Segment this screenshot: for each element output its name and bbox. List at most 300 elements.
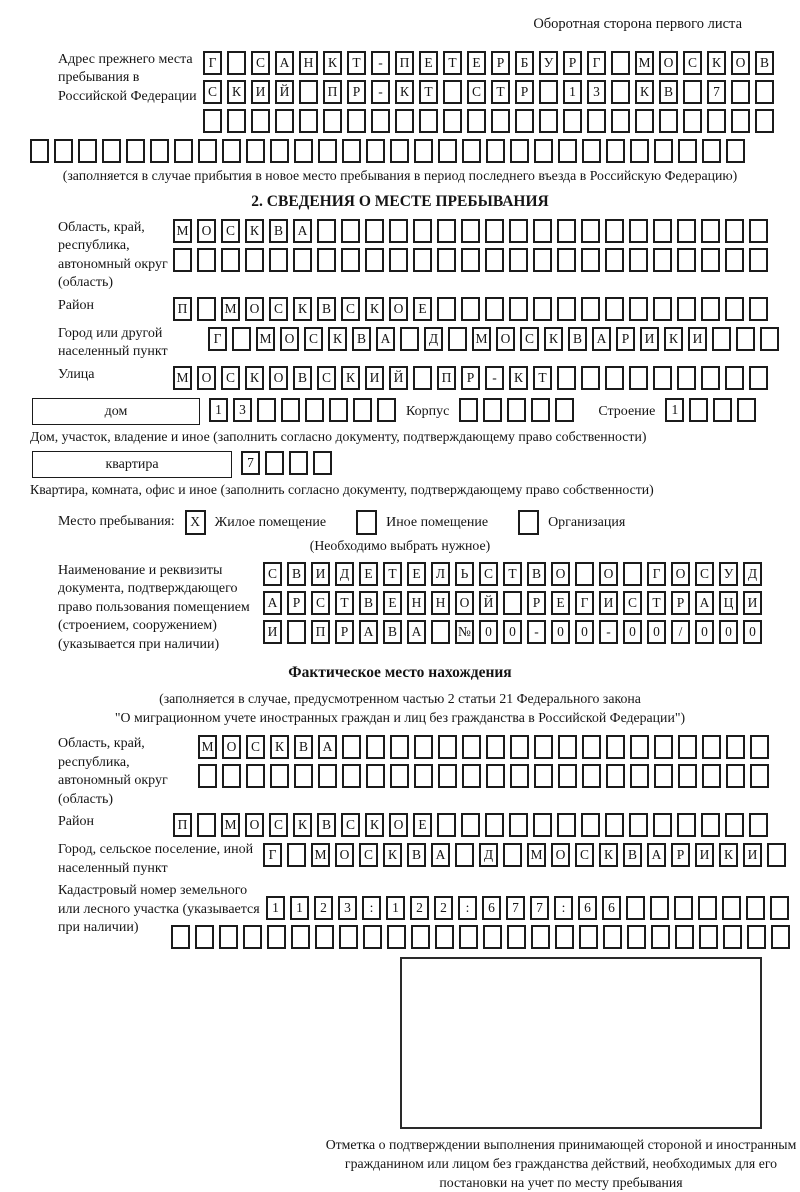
char-cell[interactable]: [653, 366, 672, 390]
char-cell[interactable]: [438, 139, 457, 163]
char-cell[interactable]: 2: [314, 896, 333, 920]
char-cell[interactable]: А: [592, 327, 611, 351]
char-cell[interactable]: [443, 80, 462, 104]
char-cell[interactable]: [725, 219, 744, 243]
char-cell[interactable]: С: [341, 813, 360, 837]
char-cell[interactable]: С: [263, 562, 282, 586]
char-cell[interactable]: М: [635, 51, 654, 75]
char-cell[interactable]: О: [269, 366, 288, 390]
char-cell[interactable]: П: [173, 813, 192, 837]
char-cell[interactable]: С: [683, 51, 702, 75]
char-cell[interactable]: О: [335, 843, 354, 867]
char-cell[interactable]: Р: [671, 591, 690, 615]
char-cell[interactable]: [448, 327, 467, 351]
char-cell[interactable]: [257, 398, 276, 422]
char-cell[interactable]: С: [251, 51, 270, 75]
char-cell[interactable]: [558, 139, 577, 163]
char-cell[interactable]: [767, 843, 786, 867]
char-cell[interactable]: [749, 813, 768, 837]
char-cell[interactable]: [736, 327, 755, 351]
char-cell[interactable]: [630, 735, 649, 759]
char-cell[interactable]: :: [362, 896, 381, 920]
char-cell[interactable]: [462, 139, 481, 163]
char-cell[interactable]: С: [269, 297, 288, 321]
char-cell[interactable]: Р: [461, 366, 480, 390]
char-cell[interactable]: Й: [389, 366, 408, 390]
char-cell[interactable]: М: [198, 735, 217, 759]
char-cell[interactable]: 3: [233, 398, 252, 422]
char-cell[interactable]: [725, 297, 744, 321]
char-cell[interactable]: А: [275, 51, 294, 75]
char-cell[interactable]: [246, 139, 265, 163]
char-cell[interactable]: Р: [335, 620, 354, 644]
char-cell[interactable]: И: [743, 591, 762, 615]
char-cell[interactable]: [342, 764, 361, 788]
char-cell[interactable]: [677, 297, 696, 321]
char-cell[interactable]: [265, 451, 284, 475]
char-cell[interactable]: Т: [419, 80, 438, 104]
char-cell[interactable]: [438, 735, 457, 759]
char-cell[interactable]: /: [671, 620, 690, 644]
char-cell[interactable]: [750, 735, 769, 759]
char-cell[interactable]: [539, 80, 558, 104]
char-cell[interactable]: Ь: [455, 562, 474, 586]
char-cell[interactable]: Е: [467, 51, 486, 75]
char-cell[interactable]: Р: [287, 591, 306, 615]
char-cell[interactable]: С: [479, 562, 498, 586]
char-cell[interactable]: [485, 219, 504, 243]
char-cell[interactable]: [365, 219, 384, 243]
char-cell[interactable]: [461, 297, 480, 321]
char-cell[interactable]: [390, 139, 409, 163]
char-cell[interactable]: В: [407, 843, 426, 867]
char-cell[interactable]: О: [245, 297, 264, 321]
char-cell[interactable]: [294, 139, 313, 163]
char-cell[interactable]: [747, 925, 766, 949]
char-cell[interactable]: [305, 398, 324, 422]
char-cell[interactable]: С: [311, 591, 330, 615]
char-cell[interactable]: [579, 925, 598, 949]
char-cell[interactable]: [270, 139, 289, 163]
char-cell[interactable]: Г: [575, 591, 594, 615]
char-cell[interactable]: Г: [208, 327, 227, 351]
char-cell[interactable]: [510, 735, 529, 759]
char-cell[interactable]: [755, 109, 774, 133]
char-cell[interactable]: [299, 80, 318, 104]
char-cell[interactable]: И: [688, 327, 707, 351]
char-cell[interactable]: А: [293, 219, 312, 243]
char-cell[interactable]: -: [371, 80, 390, 104]
char-cell[interactable]: [555, 398, 574, 422]
char-cell[interactable]: К: [707, 51, 726, 75]
char-cell[interactable]: [702, 139, 721, 163]
char-cell[interactable]: [198, 139, 217, 163]
char-cell[interactable]: [195, 925, 214, 949]
char-cell[interactable]: [726, 139, 745, 163]
char-cell[interactable]: [725, 366, 744, 390]
char-cell[interactable]: [30, 139, 49, 163]
char-cell[interactable]: Е: [359, 562, 378, 586]
char-cell[interactable]: [366, 735, 385, 759]
char-cell[interactable]: [654, 139, 673, 163]
char-cell[interactable]: [587, 109, 606, 133]
char-cell[interactable]: [701, 297, 720, 321]
char-cell[interactable]: М: [311, 843, 330, 867]
char-cell[interactable]: [347, 109, 366, 133]
char-cell[interactable]: М: [221, 297, 240, 321]
char-cell[interactable]: В: [317, 813, 336, 837]
char-cell[interactable]: К: [395, 80, 414, 104]
char-cell[interactable]: У: [719, 562, 738, 586]
char-cell[interactable]: К: [664, 327, 683, 351]
char-cell[interactable]: [627, 925, 646, 949]
char-cell[interactable]: [491, 109, 510, 133]
char-cell[interactable]: [413, 248, 432, 272]
char-cell[interactable]: 1: [563, 80, 582, 104]
char-cell[interactable]: [659, 109, 678, 133]
char-cell[interactable]: М: [256, 327, 275, 351]
char-cell[interactable]: Й: [479, 591, 498, 615]
char-cell[interactable]: [581, 297, 600, 321]
char-cell[interactable]: [198, 764, 217, 788]
char-cell[interactable]: [363, 925, 382, 949]
char-cell[interactable]: [173, 248, 192, 272]
char-cell[interactable]: [611, 51, 630, 75]
char-cell[interactable]: О: [731, 51, 750, 75]
char-cell[interactable]: 1: [386, 896, 405, 920]
char-cell[interactable]: К: [227, 80, 246, 104]
char-cell[interactable]: [483, 398, 502, 422]
char-cell[interactable]: [533, 248, 552, 272]
char-cell[interactable]: [534, 764, 553, 788]
char-cell[interactable]: К: [544, 327, 563, 351]
char-cell[interactable]: Т: [443, 51, 462, 75]
char-cell[interactable]: [377, 398, 396, 422]
char-cell[interactable]: [329, 398, 348, 422]
char-cell[interactable]: К: [293, 813, 312, 837]
char-cell[interactable]: [462, 735, 481, 759]
char-cell[interactable]: [245, 248, 264, 272]
char-cell[interactable]: [581, 248, 600, 272]
char-cell[interactable]: К: [245, 219, 264, 243]
char-cell[interactable]: Г: [263, 843, 282, 867]
char-cell[interactable]: [509, 219, 528, 243]
char-cell[interactable]: [222, 764, 241, 788]
char-cell[interactable]: Б: [515, 51, 534, 75]
char-cell[interactable]: [582, 139, 601, 163]
char-cell[interactable]: [461, 248, 480, 272]
char-cell[interactable]: [462, 764, 481, 788]
char-cell[interactable]: [611, 80, 630, 104]
char-cell[interactable]: [435, 925, 454, 949]
char-cell[interactable]: [533, 297, 552, 321]
char-cell[interactable]: [677, 248, 696, 272]
char-cell[interactable]: [390, 735, 409, 759]
char-cell[interactable]: О: [671, 562, 690, 586]
char-cell[interactable]: 7: [530, 896, 549, 920]
char-cell[interactable]: К: [245, 366, 264, 390]
char-cell[interactable]: У: [539, 51, 558, 75]
char-cell[interactable]: И: [640, 327, 659, 351]
char-cell[interactable]: [486, 764, 505, 788]
char-cell[interactable]: 1: [290, 896, 309, 920]
char-cell[interactable]: В: [269, 219, 288, 243]
char-cell[interactable]: -: [371, 51, 390, 75]
char-cell[interactable]: О: [245, 813, 264, 837]
char-cell[interactable]: М: [173, 366, 192, 390]
char-cell[interactable]: Д: [335, 562, 354, 586]
char-cell[interactable]: [750, 764, 769, 788]
char-cell[interactable]: [510, 139, 529, 163]
char-cell[interactable]: [269, 248, 288, 272]
char-cell[interactable]: Р: [671, 843, 690, 867]
char-cell[interactable]: М: [221, 813, 240, 837]
char-cell[interactable]: [197, 297, 216, 321]
char-cell[interactable]: [582, 764, 601, 788]
char-cell[interactable]: В: [352, 327, 371, 351]
char-cell[interactable]: [486, 735, 505, 759]
char-cell[interactable]: [243, 925, 262, 949]
char-cell[interactable]: [582, 735, 601, 759]
char-cell[interactable]: [467, 109, 486, 133]
char-cell[interactable]: [503, 591, 522, 615]
char-cell[interactable]: О: [455, 591, 474, 615]
char-cell[interactable]: [150, 139, 169, 163]
char-cell[interactable]: [443, 109, 462, 133]
char-cell[interactable]: 0: [503, 620, 522, 644]
char-cell[interactable]: [723, 925, 742, 949]
char-cell[interactable]: [366, 139, 385, 163]
char-cell[interactable]: -: [527, 620, 546, 644]
char-cell[interactable]: [611, 109, 630, 133]
char-cell[interactable]: [629, 813, 648, 837]
char-cell[interactable]: [702, 764, 721, 788]
char-cell[interactable]: О: [389, 297, 408, 321]
char-cell[interactable]: Е: [407, 562, 426, 586]
char-cell[interactable]: [558, 764, 577, 788]
char-cell[interactable]: [395, 109, 414, 133]
char-cell[interactable]: К: [509, 366, 528, 390]
char-cell[interactable]: [414, 764, 433, 788]
char-cell[interactable]: Т: [647, 591, 666, 615]
char-cell[interactable]: Г: [647, 562, 666, 586]
char-cell[interactable]: И: [263, 620, 282, 644]
char-cell[interactable]: В: [359, 591, 378, 615]
char-cell[interactable]: [533, 219, 552, 243]
char-cell[interactable]: С: [359, 843, 378, 867]
char-cell[interactable]: [318, 139, 337, 163]
char-cell[interactable]: [507, 398, 526, 422]
char-cell[interactable]: [725, 813, 744, 837]
char-cell[interactable]: О: [197, 219, 216, 243]
char-cell[interactable]: [539, 109, 558, 133]
char-cell[interactable]: С: [695, 562, 714, 586]
char-cell[interactable]: [651, 925, 670, 949]
char-cell[interactable]: [683, 80, 702, 104]
char-cell[interactable]: [606, 764, 625, 788]
char-cell[interactable]: [726, 764, 745, 788]
char-cell[interactable]: 0: [695, 620, 714, 644]
char-cell[interactable]: [605, 813, 624, 837]
char-cell[interactable]: [726, 735, 745, 759]
char-cell[interactable]: -: [485, 366, 504, 390]
char-cell[interactable]: [174, 139, 193, 163]
char-cell[interactable]: [232, 327, 251, 351]
char-cell[interactable]: С: [575, 843, 594, 867]
char-cell[interactable]: 6: [602, 896, 621, 920]
char-cell[interactable]: Л: [431, 562, 450, 586]
char-cell[interactable]: [630, 764, 649, 788]
char-cell[interactable]: [459, 398, 478, 422]
char-cell[interactable]: [698, 896, 717, 920]
char-cell[interactable]: А: [263, 591, 282, 615]
char-cell[interactable]: 1: [665, 398, 684, 422]
char-cell[interactable]: К: [270, 735, 289, 759]
char-cell[interactable]: В: [755, 51, 774, 75]
char-cell[interactable]: Н: [299, 51, 318, 75]
char-cell[interactable]: В: [623, 843, 642, 867]
char-cell[interactable]: К: [341, 366, 360, 390]
char-cell[interactable]: [339, 925, 358, 949]
char-cell[interactable]: [677, 813, 696, 837]
char-cell[interactable]: [437, 248, 456, 272]
char-cell[interactable]: [581, 813, 600, 837]
char-cell[interactable]: [342, 735, 361, 759]
char-cell[interactable]: [623, 562, 642, 586]
char-cell[interactable]: [294, 764, 313, 788]
char-cell[interactable]: Р: [616, 327, 635, 351]
char-cell[interactable]: Н: [407, 591, 426, 615]
char-cell[interactable]: [629, 297, 648, 321]
char-cell[interactable]: [281, 398, 300, 422]
char-cell[interactable]: Д: [743, 562, 762, 586]
char-cell[interactable]: П: [395, 51, 414, 75]
char-cell[interactable]: Т: [491, 80, 510, 104]
char-cell[interactable]: [366, 764, 385, 788]
char-cell[interactable]: [674, 896, 693, 920]
char-cell[interactable]: Т: [503, 562, 522, 586]
char-cell[interactable]: :: [458, 896, 477, 920]
char-cell[interactable]: [629, 248, 648, 272]
char-cell[interactable]: [770, 896, 789, 920]
char-cell[interactable]: [654, 764, 673, 788]
char-cell[interactable]: Ц: [719, 591, 738, 615]
char-cell[interactable]: [342, 139, 361, 163]
char-cell[interactable]: С: [520, 327, 539, 351]
char-cell[interactable]: [126, 139, 145, 163]
char-cell[interactable]: [461, 813, 480, 837]
char-cell[interactable]: [431, 620, 450, 644]
char-cell[interactable]: [275, 109, 294, 133]
char-cell[interactable]: [722, 896, 741, 920]
char-cell[interactable]: [437, 297, 456, 321]
char-cell[interactable]: [293, 248, 312, 272]
char-cell[interactable]: 7: [707, 80, 726, 104]
char-cell[interactable]: [171, 925, 190, 949]
char-cell[interactable]: К: [719, 843, 738, 867]
char-cell[interactable]: К: [293, 297, 312, 321]
char-cell[interactable]: [371, 109, 390, 133]
char-cell[interactable]: [606, 139, 625, 163]
char-cell[interactable]: Р: [563, 51, 582, 75]
char-cell[interactable]: 3: [587, 80, 606, 104]
char-cell[interactable]: [605, 219, 624, 243]
char-cell[interactable]: [419, 109, 438, 133]
char-cell[interactable]: [287, 620, 306, 644]
char-cell[interactable]: [629, 219, 648, 243]
char-cell[interactable]: О: [599, 562, 618, 586]
char-cell[interactable]: [581, 219, 600, 243]
char-cell[interactable]: [289, 451, 308, 475]
char-cell[interactable]: А: [359, 620, 378, 644]
char-cell[interactable]: С: [317, 366, 336, 390]
char-cell[interactable]: 2: [410, 896, 429, 920]
char-cell[interactable]: 0: [719, 620, 738, 644]
char-cell[interactable]: К: [365, 297, 384, 321]
char-cell[interactable]: [222, 139, 241, 163]
char-cell[interactable]: С: [341, 297, 360, 321]
char-cell[interactable]: [503, 843, 522, 867]
char-cell[interactable]: П: [437, 366, 456, 390]
char-cell[interactable]: [557, 248, 576, 272]
char-cell[interactable]: [603, 925, 622, 949]
char-cell[interactable]: [606, 735, 625, 759]
char-cell[interactable]: [509, 248, 528, 272]
char-cell[interactable]: 0: [623, 620, 642, 644]
char-cell[interactable]: С: [623, 591, 642, 615]
char-cell[interactable]: [510, 764, 529, 788]
char-cell[interactable]: [760, 327, 779, 351]
char-cell[interactable]: [438, 764, 457, 788]
char-cell[interactable]: [749, 248, 768, 272]
char-cell[interactable]: [102, 139, 121, 163]
char-cell[interactable]: С: [221, 219, 240, 243]
char-cell[interactable]: И: [311, 562, 330, 586]
char-cell[interactable]: И: [365, 366, 384, 390]
char-cell[interactable]: [437, 219, 456, 243]
char-cell[interactable]: [246, 764, 265, 788]
char-cell[interactable]: [515, 109, 534, 133]
char-cell[interactable]: [227, 109, 246, 133]
char-cell[interactable]: [251, 109, 270, 133]
char-cell[interactable]: Д: [424, 327, 443, 351]
char-cell[interactable]: П: [173, 297, 192, 321]
char-cell[interactable]: [678, 139, 697, 163]
char-cell[interactable]: [356, 510, 377, 535]
char-cell[interactable]: 0: [551, 620, 570, 644]
char-cell[interactable]: О: [197, 366, 216, 390]
char-cell[interactable]: [701, 248, 720, 272]
char-cell[interactable]: [746, 896, 765, 920]
char-cell[interactable]: [534, 735, 553, 759]
char-cell[interactable]: С: [246, 735, 265, 759]
char-cell[interactable]: [683, 109, 702, 133]
char-cell[interactable]: [197, 813, 216, 837]
char-cell[interactable]: [518, 510, 539, 535]
char-cell[interactable]: [630, 139, 649, 163]
char-cell[interactable]: [653, 297, 672, 321]
char-cell[interactable]: [749, 297, 768, 321]
char-cell[interactable]: [653, 248, 672, 272]
char-cell[interactable]: [221, 248, 240, 272]
char-cell[interactable]: Е: [551, 591, 570, 615]
char-cell[interactable]: 2: [434, 896, 453, 920]
char-cell[interactable]: [713, 398, 732, 422]
char-cell[interactable]: [635, 109, 654, 133]
char-cell[interactable]: [411, 925, 430, 949]
char-cell[interactable]: [707, 109, 726, 133]
char-cell[interactable]: [219, 925, 238, 949]
